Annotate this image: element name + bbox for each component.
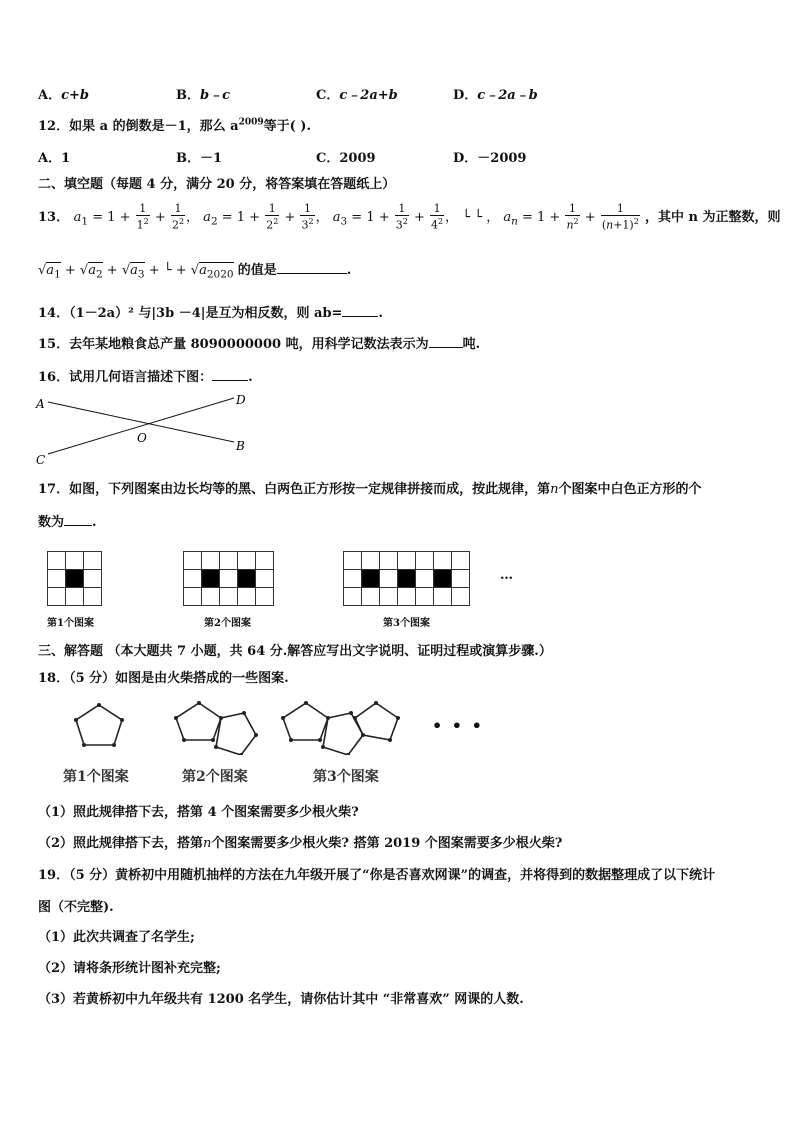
label-c: C [36, 453, 46, 467]
q17-pattern-2 [183, 551, 276, 607]
q16: 16．试用几何语言描述下图： . [38, 366, 253, 385]
q19-line1: 19．（5 分）黄桥初中用随机抽样的方法在九年级开展了“你是否喜欢网课”的调查，并将得到的数据整理成了以下统计 [38, 868, 716, 883]
q19-line2: 图（不完整). [38, 900, 114, 915]
q11-option-a: A．c+b [38, 88, 89, 103]
q14: 14．（1－2a）² 与|3b －4|是互为相反数，则 ab= . [38, 302, 383, 321]
q18-ellipsis: • • • [432, 716, 484, 735]
label-a: A [36, 397, 45, 411]
q18-caption-1: 第1个图案 [63, 769, 129, 785]
q17-line2: 数为 . [38, 511, 97, 530]
q11-option-c: C．c﹣2a+b [316, 88, 398, 103]
q17-pattern-3 [343, 551, 472, 607]
q13-sqrt-sum: $√a_1 + √a_2 + √a_3$ + └ + $√a_{2020}$ 的值是 . [38, 259, 351, 281]
q18-caption-3: 第3个图案 [313, 769, 379, 785]
q17-pattern-1 [47, 551, 103, 607]
q17-caption-1: 第1个图案 [47, 618, 94, 629]
q19-part-2: （2）请将条形统计图补充完整; [38, 961, 221, 976]
pentagon-1-1 [76, 705, 122, 745]
q18-part-1: （1）照此规律搭下去，搭第 4 个图案需要多少根火柴? [38, 805, 359, 820]
q17-caption-3: 第3个图案 [383, 618, 430, 629]
q18-caption-2: 第2个图案 [182, 769, 248, 785]
pentagon-2-1 [176, 703, 221, 740]
section-2-heading: 二、填空题（每题 4 分，满分 20 分，将答案填在答题纸上） [38, 177, 396, 192]
section-3-heading: 三、解答题 （本大题共 7 小题，共 64 分.解答应写出文字说明、证明过程或演算步骤.） [38, 644, 552, 659]
q18-part-2: （2）照此规律搭下去，搭第n个图案需要多少根火柴? 搭第 2019 个图案需要多少根火柴? [38, 836, 563, 851]
q12-option-b: B．－1 [176, 151, 223, 166]
q15: 15．去年某地粮食总产量 8090000000 吨，用科学记数法表示为 吨. [38, 333, 480, 352]
q19-part-3: （3）若黄桥初中九年级共有 1200 名学生，请你估计其中 “非常喜欢” 网课的人数. [38, 992, 524, 1007]
q17-caption-2: 第2个图案 [204, 618, 251, 629]
q12-option-c: C．2009 [316, 151, 376, 166]
label-d: D [236, 393, 246, 407]
q11-option-d: D．c﹣2a﹣b [453, 88, 538, 103]
q11-option-b: B．b﹣c [176, 88, 231, 103]
q12-option-a: A．1 [38, 151, 71, 166]
q17-line1: 17．如图，下列图案由边长均等的黑、白两色正方形按一定规律拼接而成，按此规律，第n个图案中白色正方形的个 [38, 482, 702, 497]
q12-stem: 12．如果 a 的倒数是－1，那么 $a^{2009}$等于( ). [38, 117, 311, 134]
pentagon-3-1 [283, 703, 328, 740]
line-cd [48, 398, 234, 454]
q16-intersecting-lines-figure [34, 388, 264, 468]
q12-option-d: D．－2009 [453, 151, 527, 166]
q18-stem: 18．（5 分）如图是由火柴搭成的一些图案. [38, 671, 289, 686]
label-b: B [236, 439, 245, 453]
q18-matchstick-figures [66, 695, 466, 755]
q13-formula: 13． $a_1 = 1$ + $\frac{1}{1^2}$ + $\frac{1}{2^2}$ ， $a_2 = 1$ + $\frac{1}{2^2}$ + $\frac{1}{3^2}$ ， $a_3 = 1$ + $\frac{1}{3^2}$ + $\frac{1}{4^2}$ ， └ └ ， $a_n = 1$ + $\frac{1}{n^2}$ + $\frac{1}{(n+1)^2}$ ，其中 n 为正整数，则 [38, 202, 781, 232]
label-o: O [137, 431, 147, 445]
q19-part-1: （1）此次共调查了名学生; [38, 930, 195, 945]
q17-ellipsis: … [500, 568, 513, 583]
